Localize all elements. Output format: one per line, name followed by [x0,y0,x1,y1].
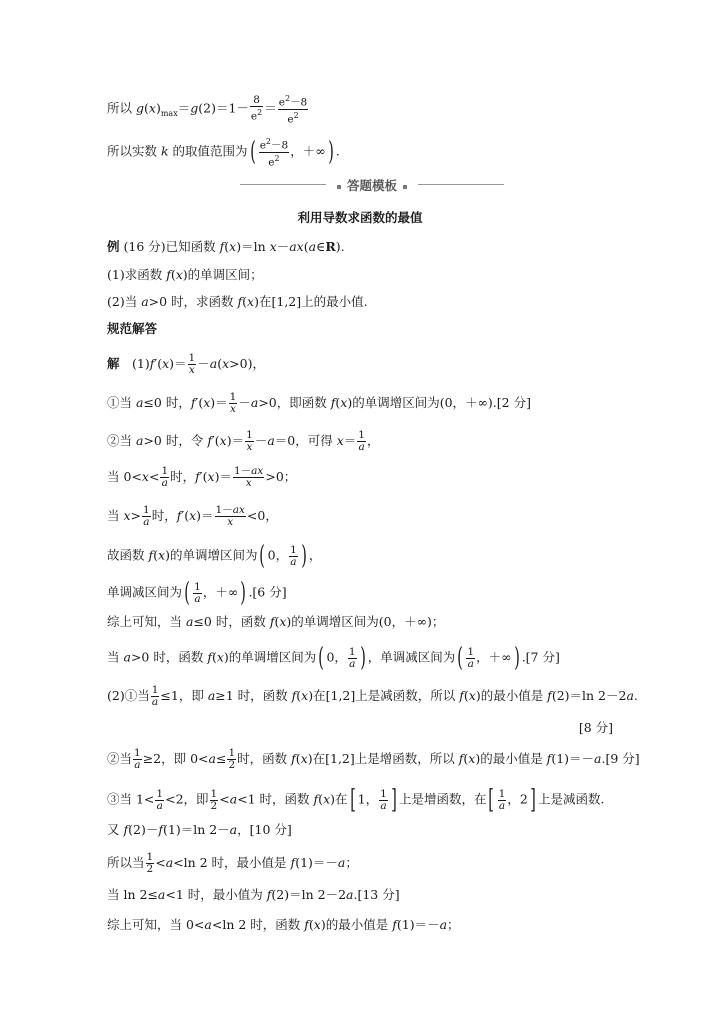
question-2: (2)当 a>0 时，求函数 f(x)在[1,2]上的最小值. [107,294,368,309]
solution-label: 解 [107,357,120,371]
question-1: (1)求函数 f(x)的单调区间； [107,267,263,282]
solution-step-7: 单调减区间为( $\frac{1}{a}$ ，＋∞) .[6 分] [107,578,287,608]
square-icon [403,185,407,189]
example-label: 例 [107,240,120,254]
solution-step-9: 当 a>0 时，函数 f(x)的单调增区间为( 0， $\frac{1}{a}$ ) ，单调减区间为( $\frac{1}{a}$ ，＋∞) .[7 分] [107,643,560,673]
solution-step-2: ①当 a≤0 时，f′(x)＝ $\frac{1}{x}$ －a>0，即函数 f(x)的单调增区间为(0，＋∞).[2 分] [107,391,531,415]
solution-step-8: 综上可知，当 a≤0 时，函数 f(x)的单调增区间为(0，＋∞)； [107,614,445,629]
solution-step-14: 所以当 $\frac{1}{2}$ <a<ln 2 时，最小值是 f(1)＝－a； [107,851,358,875]
square-icon [337,185,341,189]
section-title: 答题模板 [346,179,397,193]
solution-step-4: 当 0<x< $\frac{1}{a}$ 时，f′(x)＝ $\frac{1-ax}{x}$ >0； [107,465,297,489]
line-k-range: 所以实数 k 的取值范围为( $\frac{e^2-8}{e^2}$ ，＋∞) . [107,137,340,168]
divider-right [418,184,504,185]
solution-step-6: 故函数 f(x)的单调增区间为( 0， $\frac{1}{a}$ ) ， [107,541,322,571]
solution-step-3: ②当 a>0 时，令 f′(x)＝ $\frac{1}{x}$ －a＝0，可得 x＝ $\frac{1}{a}$ ， [107,429,380,453]
example-statement: 例 (16 分)已知函数 f(x)＝ln x－ax(a∈R). [107,239,345,254]
standard-answer-label: 规范解答 [107,322,158,336]
solution-step-15: 当 ln 2≤a<1 时，最小值为 f(2)＝ln 2－2a.[13 分] [107,887,400,902]
solution-step-5: 当 x> $\frac{1}{a}$ 时，f′(x)＝ $\frac{1-ax}{x}$ <0， [107,504,278,528]
solution-step-1: 解 (1)f′(x)＝ $\frac{1}{x}$ －a(x>0)， [107,352,265,376]
solution-step-11: ②当 $\frac{1}{a}$ ≥2，即 0<a≤ $\frac{1}{2}$ 时，函数 f(x)在[1,2]上是增函数，所以 f(x)的最小值是 f(1)＝－a.[9 分] [107,747,640,771]
solution-step-16: 综上可知，当 0<a<ln 2 时，函数 f(x)的最小值是 f(1)＝－a； [107,917,460,932]
score-8: [8 分] [578,720,613,735]
solution-step-13: 又 f(2)－f(1)＝ln 2－a，[10 分] [107,822,292,837]
solution-step-10: (2)①当 $\frac{1}{a}$ ≤1，即 a≥1 时，函数 f(x)在[1,2]上是减函数，所以 f(x)的最小值是 f(2)＝ln 2－2a. [107,684,638,708]
line-gmax: 所以 $g(x)_{max}=g(2)=1-$ $\frac{8}{e^2}$ ＝ $\frac{e^2-8}{e^2}$ [107,94,308,125]
section-header [240,176,504,192]
topic-heading: 利用导数求函数的最值 [297,211,423,225]
solution-step-12: ③当 1< $\frac{1}{a}$ <2，即 $\frac{1}{2}$ <a<1 时，函数 f(x)在[ 1， $\frac{1}{a}$ ] 上是增函数，在[ $\frac{1}{a}$ ，2] 上是减函数. [107,785,605,815]
